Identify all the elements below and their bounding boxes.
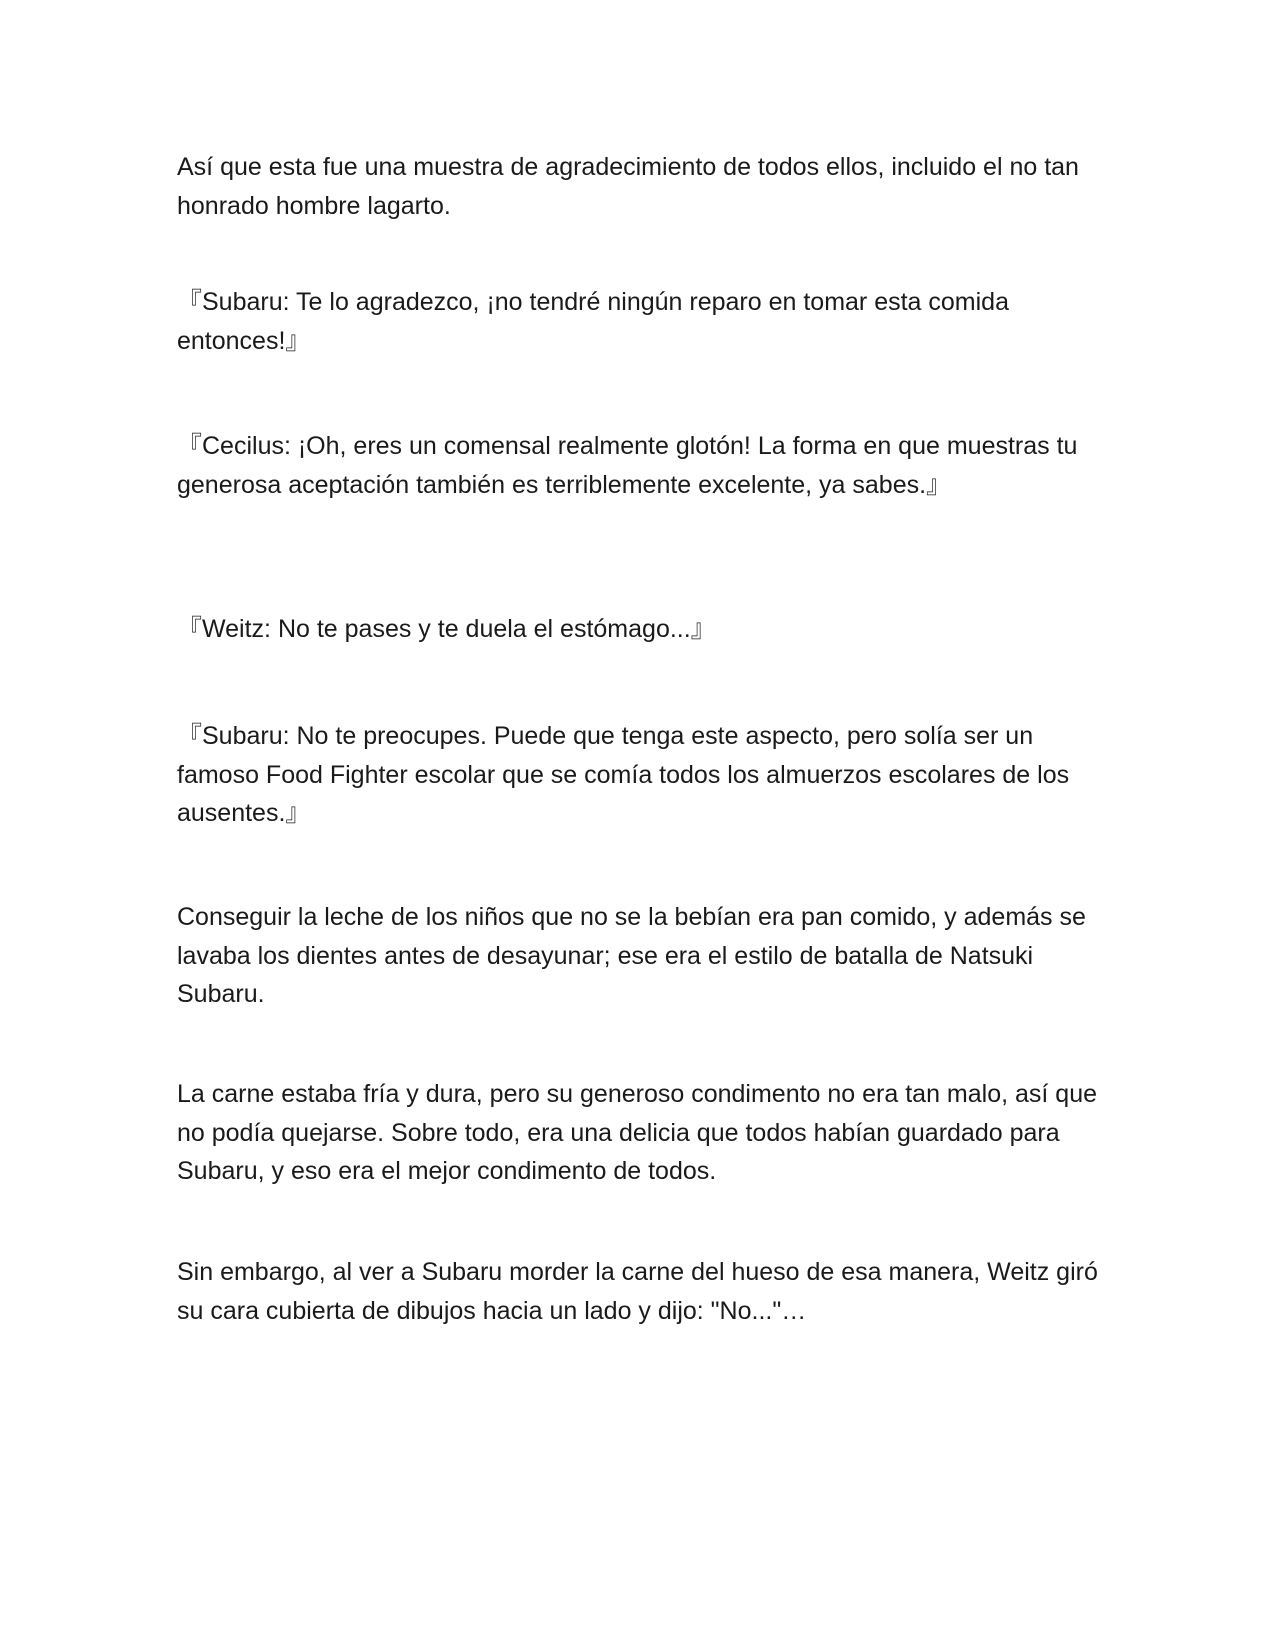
paragraph-narration-weitz: Sin embargo, al ver a Subaru morder la carne del hueso de esa manera, Weitz giró su cara cubierta de dibujos hacia un lado y dijo: "No..."… (177, 1258, 1098, 1325)
paragraph-dialogue-cecilus: 『Cecilus: ¡Oh, eres un comensal realmente glotón! La forma en que muestras tu generosa aceptación también es terriblemente excelente, ya sabes.』 (177, 432, 1078, 499)
paragraph-dialogue-subaru-food-fighter: 『Subaru: No te preocupes. Puede que tenga este aspecto, pero solía ser un famoso Food Fighter escolar que se comía todos los almuerzos escolares de los ausentes.』 (177, 722, 1070, 827)
paragraph-narration-battle-style: Conseguir la leche de los niños que no se la bebían era pan comido, y además se lavaba los dientes antes de desayunar; ese era el estilo de batalla de Natsuki Subaru. (177, 903, 1086, 1008)
paragraph-dialogue-weitz: 『Weitz: No te pases y te duela el estómago...』 (177, 615, 716, 643)
paragraph-dialogue-subaru-thanks: 『Subaru: Te lo agradezco, ¡no tendré ningún reparo en tomar esta comida entonces!』 (177, 288, 1009, 355)
paragraph-narration-meat: La carne estaba fría y dura, pero su generoso condimento no era tan malo, así que no podía quejarse. Sobre todo, era una delicia que todos habían guardado para Subaru, y eso era el mejor condimento de todos. (177, 1080, 1098, 1185)
paragraph-narration-gratitude: Así que esta fue una muestra de agradecimiento de todos ellos, incluido el no tan honrado hombre lagarto. (177, 153, 1079, 220)
